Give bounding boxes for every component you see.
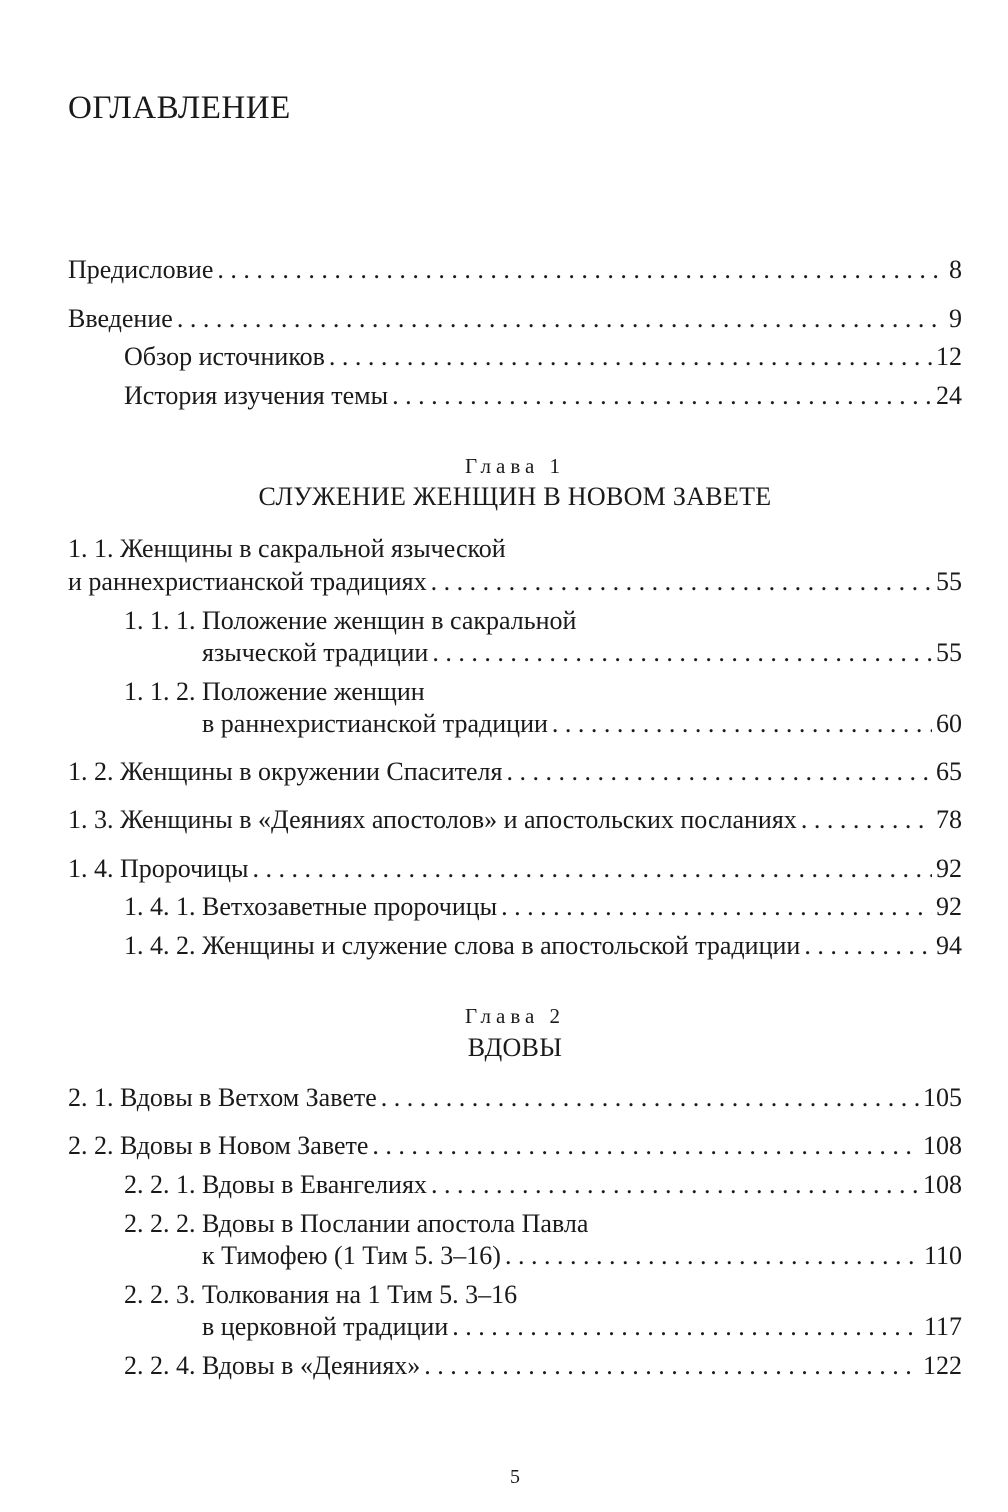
toc-subentry [124,341,962,373]
dot-leader [252,853,932,885]
toc-entry-page: 117 [923,1312,962,1341]
chapter-1-title: СЛУЖЕНИЕ ЖЕНЩИН В НОВОМ ЗАВЕТЕ [258,482,772,511]
toc-entry [68,1130,962,1162]
toc-entry-label: 1. 4. 2. Женщины и служение слова в апостольской традиции [124,931,801,960]
toc-entry-page: 78 [936,805,962,834]
chapter-2-title: ВДОВЫ [467,1033,563,1062]
toc-entry-label: 1. 1. 2. Положение женщин [124,677,425,706]
toc-entry-page: 108 [923,1131,962,1160]
dot-leader [501,891,932,923]
toc-entry-label: языческой традиции [202,638,429,667]
toc-entry-label: 2. 2. 4. Вдовы в «Деяниях» [124,1351,421,1380]
dot-leader [177,303,945,335]
toc-entry-page: 55 [936,567,962,596]
toc-entry-label: в церковной традиции [202,1312,449,1341]
toc-subentry [124,930,962,962]
toc-entry-label: к Тимофею (1 Тим 5. 3–16) [202,1241,501,1270]
dot-leader [801,804,932,836]
toc-subentry [124,1350,962,1382]
dot-leader [432,637,932,669]
toc-entry-page: 92 [936,892,962,921]
toc-entry-label: Обзор источников [124,342,325,371]
dot-leader [506,756,932,788]
dot-leader [329,341,932,373]
toc-entry-page: 92 [936,854,962,883]
toc-subentry [124,380,962,412]
toc-entry-page: 60 [936,709,962,738]
toc-entry-page: 110 [923,1241,962,1270]
toc-subentry [202,1240,962,1272]
toc-entry-page: 9 [949,304,962,333]
toc-entry-label: История изучения темы [124,381,389,410]
toc-entry-page: 55 [936,638,962,667]
toc-page [68,0,962,1512]
toc-entry-label: 2. 2. 3. Толкования на 1 Тим 5. 3–16 [124,1280,518,1309]
dot-leader [424,1350,919,1382]
toc-entry [68,566,962,598]
toc-entry-page: 94 [936,931,962,960]
dot-leader [381,1082,919,1114]
toc-entry-label: 1. 3. Женщины в «Деяниях апостолов» и апостольских посланиях [68,805,797,834]
dot-leader [431,566,932,598]
toc-entry [68,254,962,286]
toc-entry-label: 2. 2. 1. Вдовы в Евангелиях [124,1170,427,1199]
chapter-2-label: Глава 2 [464,1004,566,1028]
toc-subentry [202,637,962,669]
toc-entry-page: 8 [949,255,962,284]
dot-leader [217,254,945,286]
toc-entry-label: 2. 2. Вдовы в Новом Завете [68,1131,369,1160]
page-title: ОГЛАВЛЕНИЕ [68,90,291,127]
dot-leader [392,380,932,412]
chapter-1-label: Глава 1 [464,454,566,478]
toc-entry-page: 122 [923,1351,962,1380]
toc-entry [68,853,962,885]
toc-entry-page: 105 [923,1083,962,1112]
dot-leader [804,930,932,962]
toc-subentry [124,1169,962,1201]
dot-leader [431,1169,919,1201]
dot-leader [552,708,932,740]
toc-entry-label: 2. 1. Вдовы в Ветхом Завете [68,1083,377,1112]
toc-entry [68,804,962,836]
toc-entry-page: 65 [936,757,962,786]
dot-leader [505,1240,920,1272]
dot-leader [372,1130,919,1162]
toc-entry-page: 108 [923,1170,962,1199]
toc-entry-label: 1. 4. 1. Ветхозаветные пророчицы [124,892,498,921]
toc-entry-label: в раннехристианской традиции [202,709,548,738]
toc-entry-label: 1. 4. Пророчицы [68,854,249,883]
toc-subentry [202,1311,962,1343]
toc-entry [68,303,962,335]
toc-entry [68,756,962,788]
toc-entry-label: 1. 1. 1. Положение женщин в сакральной [124,606,577,635]
toc-entry-label: 2. 2. 2. Вдовы в Послании апостола Павла [124,1209,589,1238]
toc-entry-label: 1. 1. Женщины в сакральной языческой [68,534,506,563]
toc-entry-label: 1. 2. Женщины в окружении Спасителя [68,757,503,786]
toc-entry [68,1082,962,1114]
toc-subentry [124,891,962,923]
toc-subentry [202,708,962,740]
toc-entry-page: 12 [936,342,962,371]
dot-leader [452,1311,920,1343]
toc-entry-label: Предисловие [68,255,214,284]
toc-entry-label: Введение [68,304,173,333]
page-number: 5 [510,1466,520,1488]
toc-entry-label: и раннехристианской традициях [68,567,427,596]
toc-entry-page: 24 [936,381,962,410]
